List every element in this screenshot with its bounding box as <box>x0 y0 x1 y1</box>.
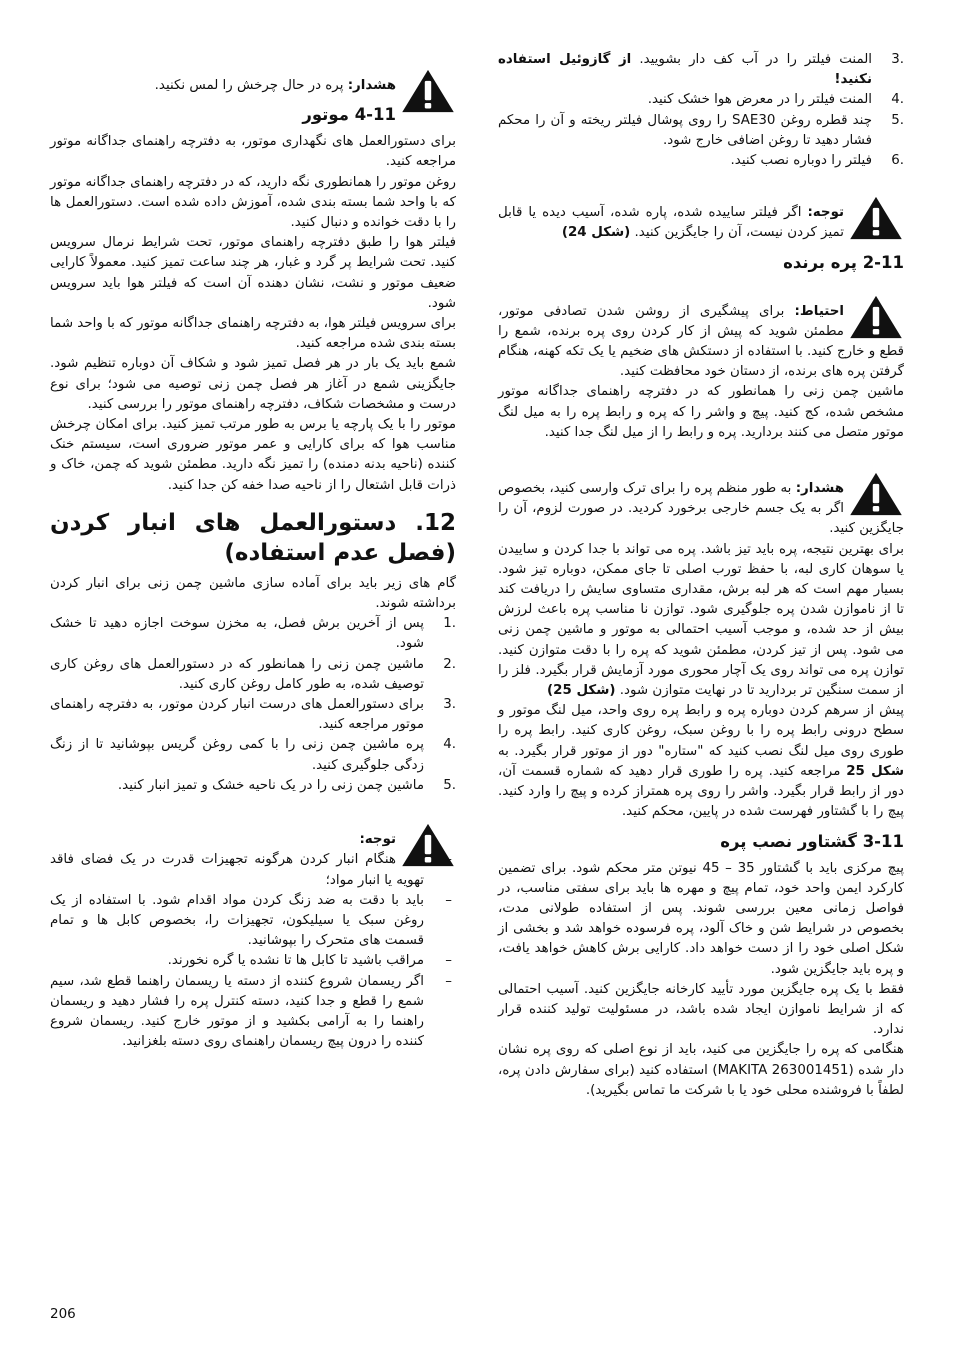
page-number: 206 <box>50 1306 76 1322</box>
paragraph: برای دستورالعمل های نگهداری موتور، به دفترچه راهنمای جداگانه موتور مراجعه کنید. <box>50 134 456 170</box>
paragraph: پیچ مرکزی باید با گشتاور 35 – 45 نیوتن متر محکم شود. برای تضمین کارکرد ایمن واحد خود، تمام پیچ و مهره ها باید برای سفتی مناسب، در فواصل زمانی معین بررسی شوند. پس از استفاده طولانی مدت، بخصوص در شرایط شن و خاک آلود، پره فرسوده خواهد شد و بخشی از شکل اصلی خود را از دست خواهد داد. کارایی برش کاهش خواهد یافت، و پره باید جایگزین شود. <box>498 860 904 977</box>
paragraph: ماشین چمن زنی را همانطور که در دفترچه راهنمای جداگانه موتور مشخص شده، کج کنید. پیچ و واشر را که پره و رابط پره را به میل لنگ موتور متصل می کنند بردارید. پره و رابط را از میل لنگ جدا کنید. <box>498 384 904 440</box>
list-item: 5. ماشین چمن زنی را در یک ناحیه خشک و تمیز انبار کنید. <box>117 777 456 793</box>
section-heading-torque: 3-11 گشتاور نصب پره <box>720 831 904 851</box>
list-item: – باید با دقت به ضد زنگ کردن مواد اقدام شود. با استفاده از یک روغن سبک یا سیلیکون، تجهیزات را، بخصوص کابل ها و تمام قسمت های متحرک را بپوشانید. <box>50 892 452 949</box>
storage-steps <box>50 614 456 796</box>
paragraph: موتور را با یک پارچه یا برس به طور مرتب تمیز کنید. برای امکان چرخش مناسب هوا که برای کارایی و عمر موتور ضروری است، سیستم خنک کننده (ناحیه بدنه دمنده) را تمیز نگه دارید. مطمئن شوید که چمن، خاک و ذرات قابل اشتعال را از ناحیه صدا خفه کن جدا کنید. <box>50 417 456 493</box>
section-heading-motor: 4-11 موتور <box>302 105 396 125</box>
paragraph: برای سرویس فیلتر هوا، به دفترچه راهنمای جداگانه موتور که با واحد شما بسته بندی شده مراجعه کنید. <box>50 316 456 352</box>
paragraph: هنگامی که پره را جایگزین می کنید، باید از نوع اصلی که روی پره نشان دار شده (MAKITA 263001451) استفاده کنید (برای سفارش دادن پره، لطفاً با فروشنده محلی خود یا با شرکت ما تماس بگیرید). <box>498 1042 904 1098</box>
list-item: – اگر ریسمان شروع کننده از دسته یا ریسمان راهنما قطع شد، سیم شمع را قطع و جدا کنید، دسته کنترل پره را فشار دهید و ریسمان راهنما را به آرامی بکشید و از موتور خارج کنید. ریسمان شروع کننده را درون پیچ ریسمان راهنمای روی دسته بلغزانید. <box>50 973 452 1050</box>
section-heading-blade: 2-11 پره برنده <box>783 252 904 272</box>
paragraph: روغن موتور را همانطوری نگه دارید، که در دفترچه راهنمای جداگانه موتور که با واحد شما بسته بندی شده، آموزش داده شده است. دستورالعمل ها را با دقت خوانده و دنبال کنید. <box>50 174 456 231</box>
storage-note-list <box>50 850 456 1052</box>
list-item: – هنگام انبار کردن هرگونه تجهیزات قدرت در یک فضای فاقد تهویه یا انبار مواد؛ <box>50 852 452 888</box>
paragraph: فقط با یک پره جایگزین مورد تأیید کارخانه جایگزین کنید. آسیب احتمالی که از شرایط ناموازن ایجاد شده باشد، در مسئولیت تولید کننده قرار ندارد. <box>498 981 904 1038</box>
warning-triangle-icon <box>848 195 904 241</box>
list-item: 3. المنت فیلتر را در آب کف دار بشویید. از گازوئیل استفاده نکنید! <box>498 52 904 88</box>
filter-note: توجه: اگر فیلتر ساییده شده، پاره شده، آسیب دیده یا قابل تمیز کردن نیست، آن را جایگزین کنید. (شکل 24) <box>498 193 904 243</box>
blade-warning: هشدار: به طور منظم پره را برای ترک وارسی کنید، بخصوص اگر به یک جسم خارجی برخورد کردید. در صورت لزوم، آن را جایگزین کنید. <box>498 457 904 540</box>
filter-steps <box>498 50 904 171</box>
list-item: 2. ماشین چمن زنی را همانطور که در دستورالعمل های روغن کاری توصیف شده، به طور کامل روغن کاری کنید. <box>50 656 456 692</box>
paragraph: برای بهترین نتیجه، پره باید تیز باشد. پره می تواند با جدا کردن و ساییدن یا سوهان کاری لبه، با حفظ تورب اصلی تا جای ممکن، دوباره تیز شود. بسیار مهم است که هر لبه برش، مقداری متساوی سایش را دریافت کند تا از ناموازن شدن پره جلوگیری شود. توازن نا مناسب پره باعث لرزش بیش از حد شده، و موجب آسیب احتمالی به موتور و ماشین چمن زنی می شود. پس از تیز کردن، مطمئن شوید که پره را با دقت متوازن کنید. توازن پره می تواند روی یک آچار محوری مورد آزمایش قرار بگیرد. فلز را از سمت سنگین تر بردارید تا در نهایت متوازن شود. (شکل 25) <box>498 541 904 699</box>
list-item: 6. فیلتر را دوباره نصب کنید. <box>730 153 904 169</box>
paragraph: شمع باید یک بار در هر فصل تمیز شود و شکاف آن دوباره تنظیم شود. جایگزینی شمع در آغاز هر فصل چمن زنی توصیه می شود؛ برای نوع درست و مشخصات شکاف، دفترچه راهنمای موتور را بررسی کنید. <box>50 356 456 412</box>
paragraph: پیش از سرهم کردن دوباره پره و رابط پره روی واحد، میل لنگ موتور و سطح درونی رابط پره را با روغن سبک، روغن کاری کنید. رابط پره را طوری روی میل لنگ نصب کنید که "ستاره" دور از موتور قرار بگیرد. به شکل 25 مراجعه کنید. پره را طوری قرار دهید که شماره قسمت آن، دور از رابط قرار بگیرد. واشر را روی پره همتراز کرده و پیچ را وارد کنید. پیچ را با گشتاور فهرست شده در پایین، محکم کنید. <box>498 703 904 820</box>
right-column <box>498 50 904 1101</box>
storage-note: توجه: <box>50 808 456 850</box>
left-column <box>50 50 456 1052</box>
warning-triangle-icon <box>848 294 904 340</box>
list-item: – مراقب باشید تا کابل ها تا نشده یا گره نخورند. <box>167 953 452 969</box>
list-item: 3. برای دستورالعمل های درست انبار کردن موتور، به دفترچه راهنمای موتور مراجعه کنید. <box>50 697 456 733</box>
motor-warning: هشدار: پره در حال چرخش را لمس نکنید. <box>50 50 456 96</box>
blade-caution: احتیاط: برای پیشگیری از روشن شدن تصادفی موتور، مطمئن شوید که پیش از کار کردن روی پره برنده، شمع را قطع و خارج کنید. با استفاده از دستکش های ضخیم یا یک تکه کهنه، هنگام گرفتن پره های برنده، از دستان خود محافظت کنید. <box>498 280 904 383</box>
list-item: 4. المنت فیلتر را در معرض هوا خشک کنید. <box>647 92 904 108</box>
list-item: 4. پره ماشین چمن زنی را با کمی روغن گریس بپوشانید تا از زنگ زدگی جلوگیری کنید. <box>50 737 456 773</box>
list-item: 1. پس از آخرین برش فصل، به مخزن سوخت اجازه دهید تا خشک شود. <box>50 616 456 652</box>
list-item: 5. چند قطره روغن SAE30 را روی پوشال فیلتر ریخته و آن را محکم فشار دهید تا روغن اضافی خارج شود. <box>498 112 904 148</box>
paragraph: فیلتر هوا را طبق دفترچه راهنمای موتور، تحت شرایط نرمال سرویس کنید. تحت شرایط پر گرد و غبار، هر چند ساعت تمیز کنید. معمولاً کارایی ضعیف موتور و نشت، نشان دهنده آن است که فیلتر هوا باید سرویس شود. <box>50 235 456 311</box>
paragraph: گام های زیر باید برای آماده سازی ماشین چمن زنی برای انبار کردن برداشته شوند. <box>50 575 456 612</box>
warning-triangle-icon <box>848 471 904 517</box>
chapter-heading-storage: 12. دستورالعمل های انبار کردن (فصل عدم استفاده) <box>50 509 456 566</box>
warning-triangle-icon <box>400 68 456 114</box>
